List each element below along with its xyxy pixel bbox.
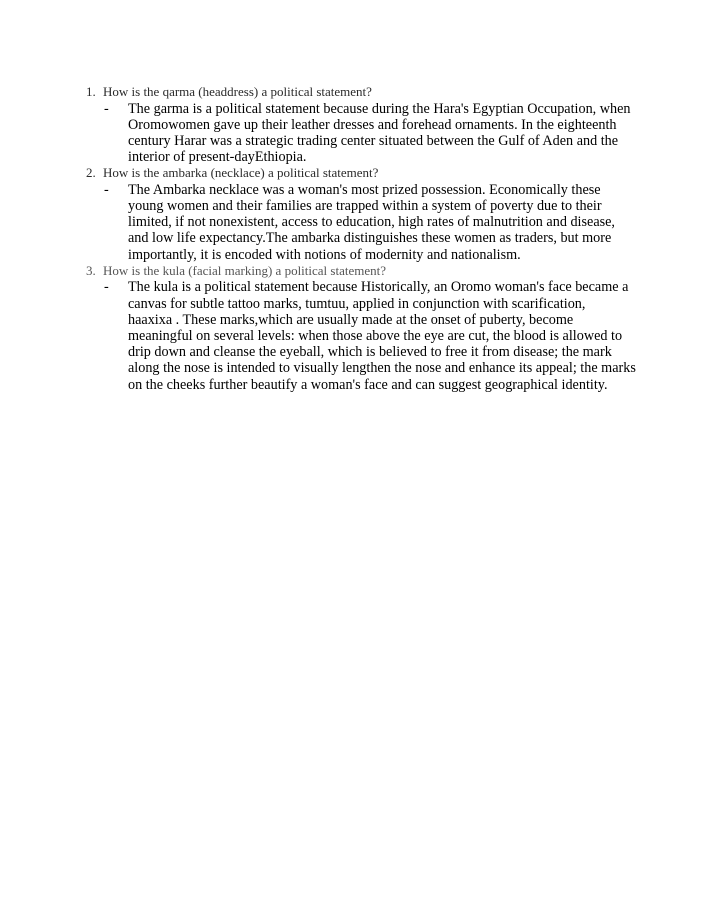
question-number: 3. bbox=[86, 262, 96, 278]
answer-2 bbox=[86, 182, 646, 263]
answer-line: limited, if not nonexistent, access to education, high rates of malnutrition and disease, bbox=[128, 214, 615, 231]
answer-line: Oromowomen gave up their leather dresses and forehead ornaments. In the eighteenth bbox=[128, 116, 617, 133]
answer-line: on the cheeks further beautify a woman's face and can suggest geographical identity. bbox=[128, 376, 608, 393]
answer-text bbox=[128, 279, 646, 392]
question-text: How is the ambarka (necklace) a political statement? bbox=[103, 165, 379, 181]
answer-line: importantly, it is encoded with notions of modernity and nationalism. bbox=[128, 246, 521, 263]
answer-3 bbox=[86, 279, 646, 392]
answer-line: century Harar was a strategic trading center situated between the Gulf of Aden and the bbox=[128, 132, 619, 149]
question-3 bbox=[86, 263, 646, 280]
bullet-dash: - bbox=[104, 279, 109, 296]
question-number: 1. bbox=[86, 84, 96, 99]
answer-line: The garma is a political statement because during the Hara's Egyptian Occupation, when bbox=[128, 100, 631, 117]
question-number: 2. bbox=[86, 165, 96, 181]
answer-line: drip down and cleanse the eyeball, which is believed to free it from disease; the mark bbox=[128, 344, 612, 361]
document-body bbox=[86, 84, 646, 393]
question-text: How is the kula (facial marking) a political statement? bbox=[103, 262, 387, 278]
question-2 bbox=[86, 165, 646, 182]
bullet-dash: - bbox=[104, 181, 109, 198]
answer-line: interior of present-dayEthiopia. bbox=[128, 149, 307, 166]
answer-1 bbox=[86, 101, 646, 166]
answer-line: The Ambarka necklace was a woman's most prized possession. Economically these bbox=[128, 181, 601, 198]
answer-line: along the nose is intended to visually lengthen the nose and enhance its appeal; the marks bbox=[128, 360, 636, 377]
answer-line: young women and their families are trapped within a system of poverty due to their bbox=[128, 198, 602, 215]
question-text: How is the qarma (headdress) a political statement? bbox=[103, 84, 372, 99]
answer-line: haaxixa . These marks,which are usually made at the onset of puberty, become bbox=[128, 311, 574, 328]
question-1 bbox=[86, 84, 646, 101]
bullet-dash: - bbox=[104, 100, 109, 117]
answer-line: and low life expectancy.The ambarka distinguishes these women as traders, but more bbox=[128, 230, 612, 247]
answer-line: canvas for subtle tattoo marks, tumtuu, applied in conjunction with scarification, bbox=[128, 295, 586, 312]
answer-text bbox=[128, 101, 646, 166]
answer-line: The kula is a political statement because Historically, an Oromo woman's face became a bbox=[128, 279, 629, 296]
answer-line: meaningful on several levels: when those above the eye are cut, the blood is allowed to bbox=[128, 327, 623, 344]
answer-text bbox=[128, 182, 646, 263]
